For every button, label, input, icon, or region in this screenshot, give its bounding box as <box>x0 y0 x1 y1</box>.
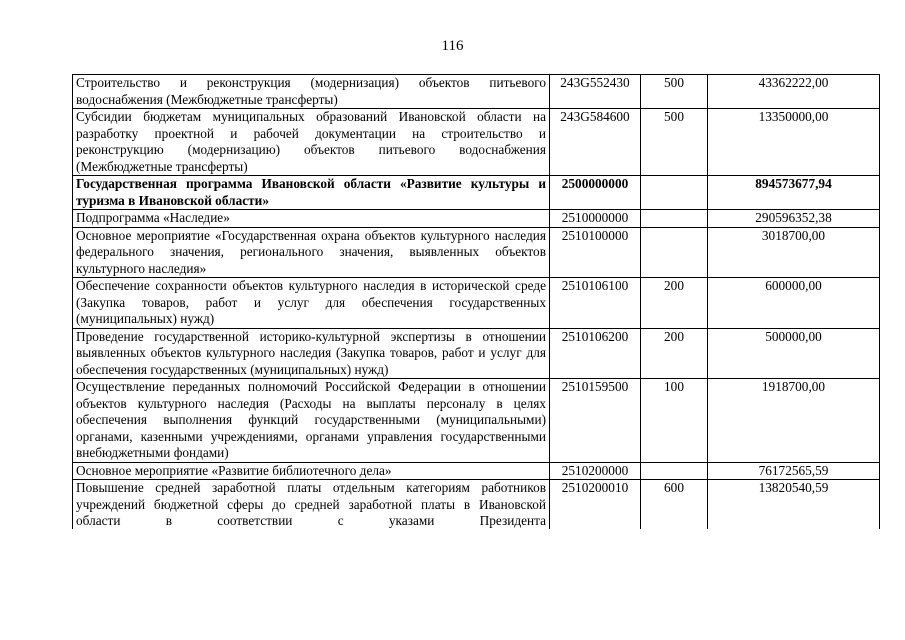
expense-type-code-cell <box>641 176 708 210</box>
target-article-code-text: 2500000000 <box>561 176 629 191</box>
expense-type-code-cell <box>641 210 708 228</box>
target-article-code-text: 243G584600 <box>560 109 630 124</box>
amount-text: 500000,00 <box>765 328 822 344</box>
amount-cell <box>708 328 880 379</box>
program-name-cell <box>73 109 550 176</box>
target-article-code-cell <box>550 109 641 176</box>
expense-type-code-cell <box>641 480 708 530</box>
program-name-cell <box>73 227 550 278</box>
amount-text: 3018700,00 <box>761 227 826 243</box>
program-name-text: Строительство и реконструкция (модернизация) объектов питьевого водоснабжения (Межбюджетные трансферты) <box>76 75 546 107</box>
program-name-text: Осуществление переданных полномочий Российской Федерации в отношении объектов культурного наследия (Расходы на выплаты персоналу в целях обеспечения выполнения функций государственными (муниципальными) органами, казенными учреждениями, органами управления государственными внебюджетными фондами) <box>76 379 546 460</box>
program-name-text: Обеспечение сохранности объектов культурного наследия в исторической среде (Закупка товаров, работ и услуг для обеспечения государственных (муниципальных) нужд) <box>76 278 546 326</box>
amount-cell <box>708 278 880 329</box>
expense-type-code-text: 100 <box>664 379 684 394</box>
target-article-code-text: 2510106100 <box>561 278 629 293</box>
table-row <box>73 210 880 228</box>
expense-type-code-cell <box>641 462 708 480</box>
program-name-cell <box>73 379 550 463</box>
expense-type-code-text: 500 <box>664 75 684 90</box>
table-row <box>73 480 880 530</box>
expense-type-code-cell <box>641 75 708 109</box>
amount-text: 76172565,59 <box>758 462 829 478</box>
program-name-text: Основное мероприятие «Развитие библиотечного дела» <box>76 462 392 478</box>
budget-table <box>72 74 880 529</box>
expense-type-code-cell <box>641 278 708 329</box>
amount-cell <box>708 176 880 210</box>
target-article-code-cell <box>550 462 641 480</box>
target-article-code-cell <box>550 176 641 210</box>
page-number: 116 <box>441 38 464 54</box>
program-name-text: Повышение средней заработной платы отдельным категориям работников учреждений бюджетной сферы до средней заработной платы в Ивановской области в соответствии с указами Президента <box>76 480 546 528</box>
expense-type-code-text: 500 <box>664 109 684 124</box>
expense-type-code-text: 200 <box>664 278 684 293</box>
target-article-code-text: 2510200010 <box>561 480 629 495</box>
table-row <box>73 75 880 109</box>
target-article-code-cell <box>550 480 641 530</box>
target-article-code-text: 2510200000 <box>561 462 629 478</box>
amount-cell <box>708 75 880 109</box>
amount-text: 600000,00 <box>765 278 822 293</box>
program-name-cell <box>73 210 550 228</box>
table-row <box>73 176 880 210</box>
target-article-code-text: 2510159500 <box>561 379 629 394</box>
amount-text: 43362222,00 <box>758 75 829 90</box>
table-row <box>73 278 880 329</box>
amount-cell <box>708 210 880 228</box>
target-article-code-cell <box>550 379 641 463</box>
table-row <box>73 379 880 463</box>
expense-type-code-text: 200 <box>664 328 684 344</box>
program-name-cell <box>73 176 550 210</box>
expense-type-code-cell <box>641 379 708 463</box>
program-name-cell <box>73 462 550 480</box>
program-name-cell <box>73 480 550 530</box>
table-row <box>73 462 880 480</box>
table-row <box>73 328 880 379</box>
amount-cell <box>708 379 880 463</box>
target-article-code-cell <box>550 328 641 379</box>
amount-text: 290596352,38 <box>755 210 832 225</box>
expense-type-code-cell <box>641 109 708 176</box>
amount-text: 13350000,00 <box>758 109 829 124</box>
target-article-code-text: 2510100000 <box>561 227 629 243</box>
amount-text: 894573677,94 <box>755 176 832 191</box>
target-article-code-text: 2510000000 <box>561 210 629 225</box>
target-article-code-cell <box>550 210 641 228</box>
program-name-text: Проведение государственной историко-культурной экспертизы в отношении выявленных объектов культурного наследия (Закупка товаров, работ и услуг для обеспечения государственных (муниципальных) нужд) <box>76 328 546 377</box>
table-row <box>73 227 880 278</box>
program-name-cell <box>73 328 550 379</box>
table-row <box>73 109 880 176</box>
target-article-code-text: 243G552430 <box>560 75 630 90</box>
target-article-code-text: 2510106200 <box>561 328 629 344</box>
amount-cell <box>708 480 880 530</box>
amount-text: 1918700,00 <box>761 379 826 394</box>
target-article-code-cell <box>550 75 641 109</box>
target-article-code-cell <box>550 227 641 278</box>
amount-cell <box>708 227 880 278</box>
expense-type-code-cell <box>641 227 708 278</box>
program-name-text: Подпрограмма «Наследие» <box>76 210 230 225</box>
program-name-text: Субсидии бюджетам муниципальных образований Ивановской области на разработку проектной и рабочей документации на строительство и реконструкцию (модернизацию) объектов питьевого водоснабжения (Межбюджетные трансферты) <box>76 109 546 174</box>
program-name-text: Основное мероприятие «Государственная охрана объектов культурного наследия федерального значения, регионального значения, выявленных объектов культурного наследия» <box>76 227 546 276</box>
budget-table-body <box>73 75 880 530</box>
program-name-text: Государственная программа Ивановской области «Развитие культуры и туризма в Ивановской области» <box>76 176 546 208</box>
target-article-code-cell <box>550 278 641 329</box>
program-name-cell <box>73 278 550 329</box>
amount-cell <box>708 109 880 176</box>
program-name-cell <box>73 75 550 109</box>
amount-cell <box>708 462 880 480</box>
expense-type-code-cell <box>641 328 708 379</box>
amount-text: 13820540,59 <box>758 480 829 495</box>
expense-type-code-text: 600 <box>664 480 684 495</box>
